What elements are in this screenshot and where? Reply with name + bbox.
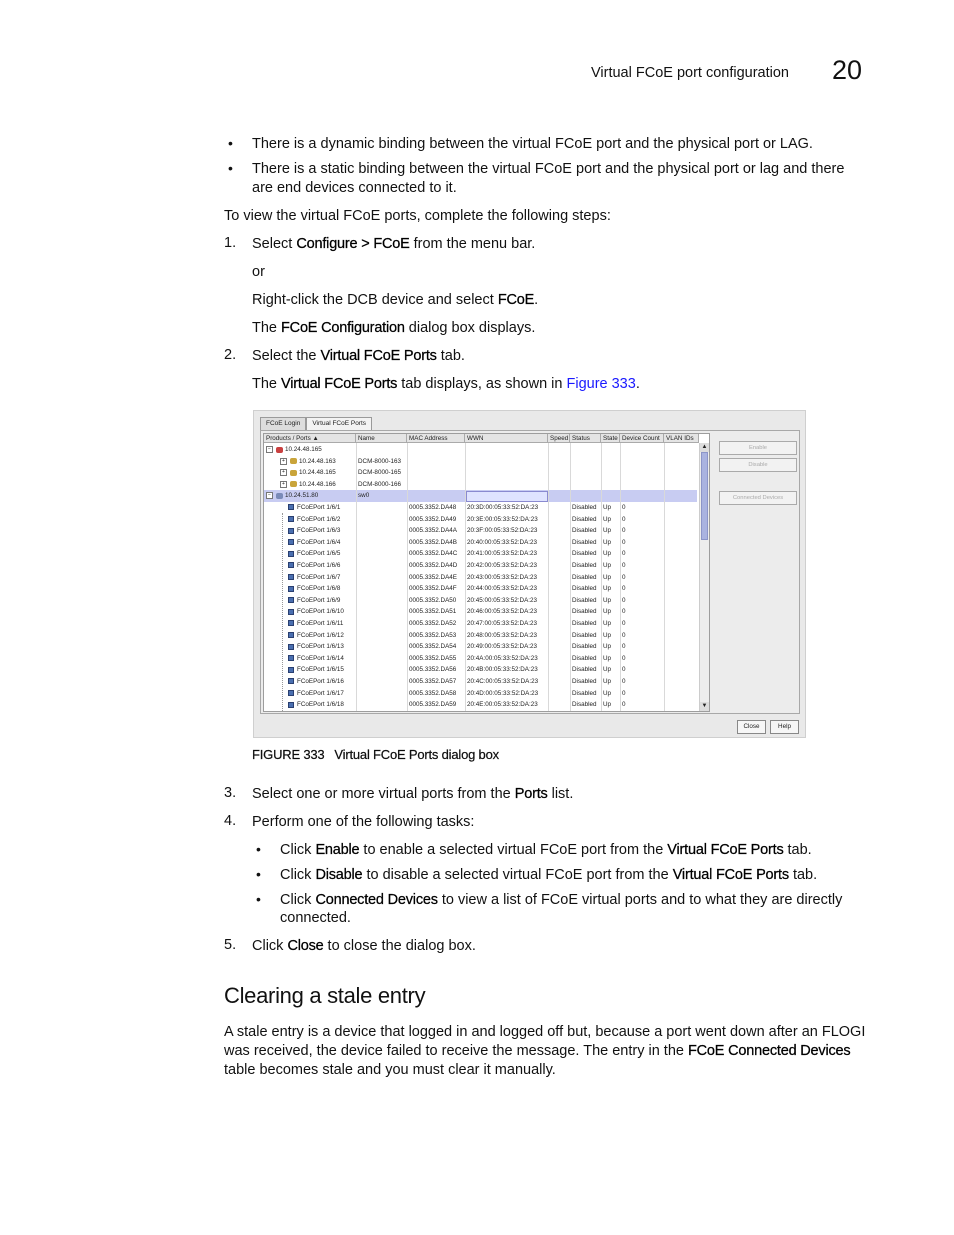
step-number: 3. bbox=[224, 785, 237, 801]
sort-asc-icon: ▲ bbox=[312, 435, 319, 442]
wwn: 20:4E:00:05:33:52:DA:23 bbox=[467, 701, 538, 709]
device-count: 0 bbox=[622, 654, 626, 662]
port-icon bbox=[288, 504, 294, 510]
vertical-scrollbar[interactable] bbox=[699, 443, 709, 711]
status: Disabled bbox=[572, 596, 597, 604]
state: Up bbox=[603, 585, 612, 593]
column-divider bbox=[570, 443, 571, 711]
switch-icon bbox=[290, 481, 297, 487]
wwn: 20:4C:00:05:33:52:DA:23 bbox=[467, 678, 539, 685]
port-name: FCoEPort 1/6/9 bbox=[297, 596, 341, 604]
state: Up bbox=[603, 631, 612, 639]
state: Up bbox=[603, 527, 612, 535]
or-text: or bbox=[252, 264, 265, 280]
port-node bbox=[288, 504, 340, 511]
wwn: 20:4A:00:05:33:52:DA:23 bbox=[467, 654, 538, 662]
column-divider bbox=[407, 443, 408, 711]
column-header[interactable]: Name bbox=[356, 434, 407, 443]
device-count: 0 bbox=[622, 538, 626, 546]
table-row[interactable] bbox=[264, 595, 697, 607]
port-node bbox=[288, 539, 340, 546]
sub-connected-text-cont: connected. bbox=[280, 910, 351, 926]
table-row[interactable] bbox=[264, 548, 697, 560]
help-button[interactable]: Help bbox=[770, 720, 799, 734]
tree-row[interactable] bbox=[264, 479, 697, 491]
step-2-text: Select the Virtual FCoE Ports tab. bbox=[252, 348, 465, 364]
status: Disabled bbox=[572, 608, 597, 616]
tree-node bbox=[266, 446, 322, 453]
sub-connected-text: Click Connected Devices to view a list of FCoE virtual ports and to what they are directly bbox=[280, 892, 843, 908]
expand-toggle-icon[interactable]: + bbox=[280, 469, 287, 476]
table-row[interactable] bbox=[264, 502, 697, 514]
column-header[interactable]: Status bbox=[570, 434, 601, 443]
state: Up bbox=[603, 504, 612, 511]
bullet-dynamic-binding: There is a dynamic binding between the virtual FCoE port and the physical port or LAG. bbox=[252, 136, 813, 152]
status: Disabled bbox=[572, 515, 597, 523]
status: Disabled bbox=[572, 689, 597, 697]
device-count: 0 bbox=[622, 596, 626, 604]
device-count: 0 bbox=[622, 689, 626, 697]
dialog-tabs bbox=[260, 417, 372, 429]
column-divider bbox=[356, 443, 357, 711]
column-divider bbox=[548, 443, 549, 711]
status: Disabled bbox=[572, 585, 597, 593]
chapter-number: 20 bbox=[832, 55, 863, 85]
mac-address: 0005.3352.DA4D bbox=[409, 562, 458, 569]
step-number: 4. bbox=[224, 813, 237, 829]
column-divider bbox=[601, 443, 602, 711]
tree-row[interactable] bbox=[264, 490, 697, 502]
port-node bbox=[288, 597, 340, 604]
state: Up bbox=[603, 643, 612, 651]
mac-address: 0005.3352.DA59 bbox=[409, 701, 457, 709]
port-node bbox=[288, 678, 344, 685]
table-row[interactable] bbox=[264, 699, 697, 711]
dialog-displays-text: The FCoE Configuration dialog box displays. bbox=[252, 320, 536, 336]
status: Disabled bbox=[572, 643, 597, 651]
state: Up bbox=[603, 562, 612, 569]
table-row[interactable] bbox=[264, 572, 697, 584]
mac-address: 0005.3352.DA53 bbox=[409, 631, 457, 639]
port-node bbox=[288, 527, 340, 534]
status: Disabled bbox=[572, 573, 597, 581]
wwn: 20:4D:00:05:33:52:DA:23 bbox=[467, 689, 539, 697]
port-icon bbox=[288, 562, 294, 568]
port-node bbox=[288, 655, 344, 662]
status: Disabled bbox=[572, 527, 597, 535]
mac-address: 0005.3352.DA57 bbox=[409, 678, 457, 685]
state: Up bbox=[603, 666, 612, 674]
port-node bbox=[288, 666, 344, 673]
port-name: FCoEPort 1/6/7 bbox=[297, 573, 341, 581]
ports-table bbox=[263, 433, 710, 712]
page-header-title: Virtual FCoE port configuration bbox=[591, 65, 790, 81]
column-divider bbox=[664, 443, 665, 711]
wwn: 20:3D:00:05:33:52:DA:23 bbox=[467, 504, 539, 511]
bullet-dot: • bbox=[256, 891, 261, 907]
expand-toggle-icon[interactable]: + bbox=[280, 481, 287, 488]
device-count: 0 bbox=[622, 678, 626, 685]
state: Up bbox=[603, 538, 612, 546]
table-row[interactable] bbox=[264, 525, 697, 537]
step-1-text: Select Configure > FCoE from the menu bar. bbox=[252, 236, 536, 252]
device-count: 0 bbox=[622, 643, 626, 651]
close-button[interactable]: Close bbox=[737, 720, 766, 734]
port-name: FCoEPort 1/6/14 bbox=[297, 654, 344, 662]
disable-button[interactable]: Disable bbox=[719, 458, 797, 472]
tree-node bbox=[280, 469, 336, 476]
mac-address: 0005.3352.DA4A bbox=[409, 527, 457, 535]
state: Up bbox=[603, 654, 612, 662]
port-name: FCoEPort 1/6/12 bbox=[297, 631, 344, 639]
status: Disabled bbox=[572, 504, 597, 511]
tree-node-label: 10.24.51.80 bbox=[285, 492, 319, 500]
port-name: FCoEPort 1/6/3 bbox=[297, 527, 341, 535]
tree-node bbox=[266, 492, 318, 499]
tab-fcoe-login[interactable]: FCoE Login bbox=[260, 417, 306, 430]
mac-address: 0005.3352.DA48 bbox=[409, 504, 457, 511]
bullet-static-binding-cont: are end devices connected to it. bbox=[252, 180, 457, 196]
tab-virtual-fcoe-ports[interactable]: Virtual FCoE Ports bbox=[306, 417, 372, 430]
column-header[interactable]: VLAN IDs bbox=[664, 434, 699, 443]
tree-node bbox=[280, 481, 336, 488]
switch-icon bbox=[290, 458, 297, 464]
wwn: 20:41:00:05:33:52:DA:23 bbox=[467, 550, 538, 558]
wwn: 20:45:00:05:33:52:DA:23 bbox=[467, 596, 538, 604]
device-name: DCM-8000-163 bbox=[358, 457, 402, 465]
mac-address: 0005.3352.DA58 bbox=[409, 689, 457, 697]
mac-address: 0005.3352.DA54 bbox=[409, 643, 457, 651]
step-5-text: Click Close to close the dialog box. bbox=[252, 938, 476, 954]
port-node bbox=[288, 516, 340, 523]
table-row[interactable] bbox=[264, 653, 697, 665]
expand-toggle-icon[interactable]: − bbox=[266, 446, 273, 453]
port-name: FCoEPort 1/6/18 bbox=[297, 701, 344, 709]
tree-row[interactable] bbox=[264, 467, 697, 479]
right-click-text: Right-click the DCB device and select FCoE. bbox=[252, 292, 539, 308]
port-name: FCoEPort 1/6/15 bbox=[297, 666, 344, 674]
wwn: 20:40:00:05:33:52:DA:23 bbox=[467, 538, 538, 546]
port-name: FCoEPort 1/6/16 bbox=[297, 678, 344, 685]
tree-node bbox=[280, 458, 336, 465]
device-count: 0 bbox=[622, 701, 626, 709]
port-node bbox=[288, 701, 344, 708]
port-icon bbox=[288, 644, 294, 650]
port-node bbox=[288, 690, 344, 697]
wwn: 20:49:00:05:33:52:DA:23 bbox=[467, 643, 538, 651]
mac-address: 0005.3352.DA49 bbox=[409, 515, 457, 523]
bullet-static-binding: There is a static binding between the virtual FCoE port and the physical port or lag and there bbox=[252, 161, 845, 177]
device-count: 0 bbox=[622, 573, 626, 581]
state: Up bbox=[603, 678, 612, 685]
device-count: 0 bbox=[622, 585, 626, 593]
port-name: FCoEPort 1/6/8 bbox=[297, 585, 341, 593]
mac-address: 0005.3352.DA56 bbox=[409, 666, 457, 674]
wwn: 20:43:00:05:33:52:DA:23 bbox=[467, 573, 538, 581]
status: Disabled bbox=[572, 562, 597, 569]
paragraph-line: was received, the device failed to receive the message. The entry in the FCoE Connected Devices bbox=[224, 1043, 851, 1059]
mac-address: 0005.3352.DA51 bbox=[409, 608, 457, 616]
status: Disabled bbox=[572, 538, 597, 546]
port-name: FCoEPort 1/6/2 bbox=[297, 515, 341, 523]
wwn: 20:4B:00:05:33:52:DA:23 bbox=[467, 666, 538, 674]
status: Disabled bbox=[572, 666, 597, 674]
step-3-text: Select one or more virtual ports from the Ports list. bbox=[252, 786, 574, 802]
table-row[interactable] bbox=[264, 688, 697, 700]
mac-address: 0005.3352.DA4B bbox=[409, 538, 457, 546]
port-icon bbox=[288, 516, 294, 522]
device-error-icon bbox=[276, 447, 283, 453]
wwn: 20:3E:00:05:33:52:DA:23 bbox=[467, 515, 538, 523]
column-header[interactable]: State bbox=[601, 434, 620, 443]
device-count: 0 bbox=[622, 631, 626, 639]
port-node bbox=[288, 643, 344, 650]
expand-toggle-icon[interactable]: − bbox=[266, 492, 273, 499]
tree-connector bbox=[282, 513, 283, 712]
step-number: 5. bbox=[224, 937, 237, 953]
table-row[interactable] bbox=[264, 606, 697, 618]
port-name: FCoEPort 1/6/10 bbox=[297, 608, 344, 616]
status: Disabled bbox=[572, 550, 597, 558]
wwn: 20:42:00:05:33:52:DA:23 bbox=[467, 562, 538, 569]
device-count: 0 bbox=[622, 666, 626, 674]
scroll-down-icon[interactable]: ▼ bbox=[701, 703, 708, 709]
mac-address: 0005.3352.DA55 bbox=[409, 654, 457, 662]
device-name: DCM-8000-165 bbox=[358, 469, 402, 477]
virtual-fcoe-ports-dialog bbox=[253, 410, 806, 738]
sub-disable-text: Click Disable to disable a selected virtual FCoE port from the Virtual FCoE Ports tab. bbox=[280, 867, 818, 883]
port-name: FCoEPort 1/6/4 bbox=[297, 538, 341, 546]
tree-node-label: 10.24.48.165 bbox=[299, 469, 336, 477]
state: Up bbox=[603, 689, 612, 697]
status: Disabled bbox=[572, 654, 597, 662]
port-name: FCoEPort 1/6/5 bbox=[297, 550, 341, 558]
switch-icon bbox=[276, 493, 283, 499]
port-node bbox=[288, 585, 340, 592]
tree-node-label: 10.24.48.163 bbox=[299, 457, 336, 465]
port-node bbox=[288, 574, 340, 581]
tree-node-label: 10.24.48.166 bbox=[299, 480, 336, 488]
scroll-up-icon[interactable]: ▲ bbox=[701, 444, 708, 450]
table-row[interactable] bbox=[264, 618, 697, 630]
device-name: sw0 bbox=[358, 492, 370, 500]
port-name: FCoEPort 1/6/11 bbox=[297, 620, 344, 627]
section-heading: Clearing a stale entry bbox=[224, 983, 426, 1008]
state: Up bbox=[603, 608, 612, 616]
port-node bbox=[288, 550, 340, 557]
column-header[interactable]: Speed bbox=[550, 435, 569, 442]
table-row[interactable] bbox=[264, 676, 697, 688]
paragraph-line: table becomes stale and you must clear it manually. bbox=[224, 1062, 556, 1078]
port-icon bbox=[288, 539, 294, 545]
table-row[interactable] bbox=[264, 514, 697, 526]
port-icon bbox=[288, 620, 294, 626]
wwn: 20:3F:00:05:33:52:DA:23 bbox=[467, 527, 538, 535]
port-icon bbox=[288, 574, 294, 580]
status: Disabled bbox=[572, 631, 597, 639]
switch-icon bbox=[290, 470, 297, 476]
sub-enable-text: Click Enable to enable a selected virtual FCoE port from the Virtual FCoE Ports tab. bbox=[280, 842, 812, 858]
device-count: 0 bbox=[622, 504, 626, 511]
tab-displays-text: The Virtual FCoE Ports tab displays, as shown in Figure 333. bbox=[252, 376, 640, 392]
enable-button[interactable]: Enable bbox=[719, 441, 797, 455]
step-number: 2. bbox=[224, 347, 237, 363]
paragraph-line: A stale entry is a device that logged in and logged off but, because a port went down after an FLOGI bbox=[224, 1024, 866, 1040]
wwn: 20:48:00:05:33:52:DA:23 bbox=[467, 631, 538, 639]
wwn: 20:47:00:05:33:52:DA:23 bbox=[467, 620, 538, 627]
device-name: DCM-8000-166 bbox=[358, 480, 402, 488]
status: Disabled bbox=[572, 678, 597, 685]
port-node bbox=[288, 620, 343, 627]
tree-row[interactable] bbox=[264, 444, 697, 456]
port-icon bbox=[288, 586, 294, 592]
column-header[interactable]: MAC Address bbox=[407, 434, 465, 443]
mac-address: 0005.3352.DA4C bbox=[409, 550, 458, 558]
port-icon bbox=[288, 667, 294, 673]
mac-address: 0005.3352.DA50 bbox=[409, 596, 457, 604]
column-divider bbox=[620, 443, 621, 711]
port-name: FCoEPort 1/6/6 bbox=[297, 562, 341, 569]
figure-link[interactable]: Figure 333 bbox=[566, 376, 636, 392]
device-count: 0 bbox=[622, 562, 626, 569]
port-node bbox=[288, 608, 344, 615]
column-divider bbox=[465, 443, 466, 711]
port-icon bbox=[288, 528, 294, 534]
state: Up bbox=[603, 701, 612, 709]
wwn-edit-cell[interactable] bbox=[466, 491, 548, 502]
mac-address: 0005.3352.DA4E bbox=[409, 573, 457, 581]
device-count: 0 bbox=[622, 620, 626, 627]
bullet-dot: • bbox=[256, 866, 261, 882]
port-icon bbox=[288, 655, 294, 661]
wwn: 20:46:00:05:33:52:DA:23 bbox=[467, 608, 538, 616]
tree-node-label: 10.24.48.165 bbox=[285, 446, 322, 454]
state: Up bbox=[603, 515, 612, 523]
table-row[interactable] bbox=[264, 664, 697, 676]
table-row[interactable] bbox=[264, 641, 697, 653]
table-row[interactable] bbox=[264, 630, 697, 642]
state: Up bbox=[603, 620, 612, 627]
port-name: FCoEPort 1/6/17 bbox=[297, 689, 344, 697]
port-node bbox=[288, 562, 340, 569]
table-row[interactable] bbox=[264, 560, 697, 572]
port-node bbox=[288, 632, 344, 639]
device-count: 0 bbox=[622, 608, 626, 616]
table-row[interactable] bbox=[264, 537, 697, 549]
port-icon bbox=[288, 609, 294, 615]
column-header[interactable]: Products / Ports ▲ bbox=[264, 434, 356, 443]
wwn: 20:44:00:05:33:52:DA:23 bbox=[467, 585, 538, 593]
device-count: 0 bbox=[622, 527, 626, 535]
tab-panel bbox=[260, 430, 800, 714]
table-row[interactable] bbox=[264, 583, 697, 595]
status: Disabled bbox=[572, 620, 597, 627]
port-icon bbox=[288, 678, 294, 684]
mac-address: 0005.3352.DA4F bbox=[409, 585, 457, 593]
connected-devices-button[interactable]: Connected Devices bbox=[719, 491, 797, 505]
figure-caption: FIGURE 333 Virtual FCoE Ports dialog box bbox=[252, 747, 499, 762]
column-header[interactable]: Device Count bbox=[620, 434, 664, 443]
tree-row[interactable] bbox=[264, 456, 697, 468]
state: Up bbox=[603, 550, 612, 558]
scrollbar-thumb[interactable] bbox=[701, 452, 708, 540]
step-4-text: Perform one of the following tasks: bbox=[252, 814, 475, 830]
port-icon bbox=[288, 702, 294, 708]
port-icon bbox=[288, 632, 294, 638]
device-count: 0 bbox=[622, 515, 626, 523]
port-name: FCoEPort 1/6/13 bbox=[297, 643, 344, 651]
port-icon bbox=[288, 551, 294, 557]
port-icon bbox=[288, 597, 294, 603]
bullet-dot: • bbox=[256, 841, 261, 857]
port-icon bbox=[288, 690, 294, 696]
intro-text: To view the virtual FCoE ports, complete the following steps: bbox=[224, 208, 611, 224]
status: Disabled bbox=[572, 701, 597, 709]
column-header[interactable]: WWN bbox=[465, 434, 548, 443]
mac-address: 0005.3352.DA52 bbox=[409, 620, 457, 627]
expand-toggle-icon[interactable]: + bbox=[280, 458, 287, 465]
bullet-dot: • bbox=[228, 160, 233, 176]
state: Up bbox=[603, 596, 612, 604]
device-count: 0 bbox=[622, 550, 626, 558]
step-number: 1. bbox=[224, 235, 237, 251]
port-name: FCoEPort 1/6/1 bbox=[297, 504, 341, 511]
state: Up bbox=[603, 573, 612, 581]
bullet-dot: • bbox=[228, 135, 233, 151]
